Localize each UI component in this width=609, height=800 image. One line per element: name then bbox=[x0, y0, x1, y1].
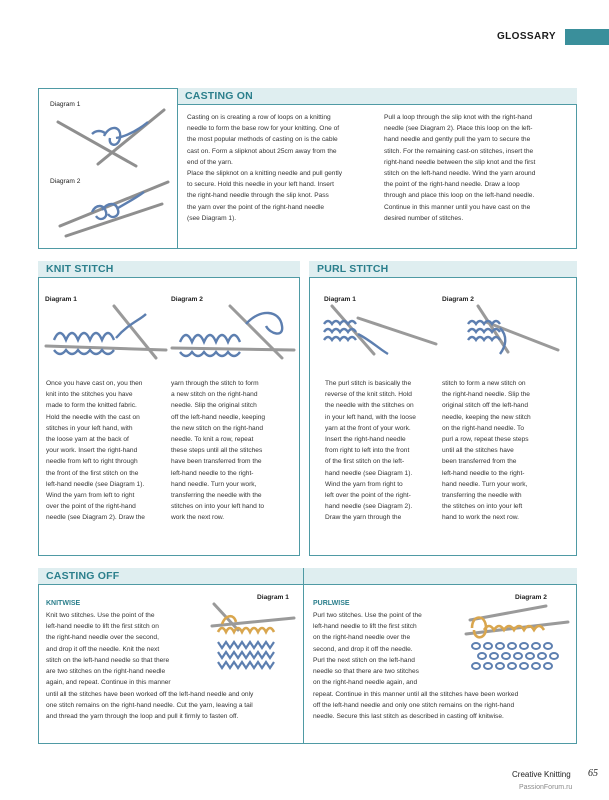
text-line: and drop it off the needle. Knit the next bbox=[46, 645, 160, 653]
knit-stitch-heading: KNIT STITCH bbox=[38, 261, 300, 278]
text-line: and thread the yarn through the loop and pull it firmly to fasten off. bbox=[46, 713, 239, 721]
casting-on-diagram2-illustration bbox=[52, 178, 172, 240]
text-line: the point of the right-hand needle. Draw a loop bbox=[384, 181, 520, 189]
purl-diagram1-illustration bbox=[318, 304, 438, 360]
text-line: needle. Secure this last stitch as described in casting off knitwise. bbox=[313, 713, 504, 721]
casting-off-heading: CASTING OFF bbox=[38, 568, 577, 585]
text-line: hand needle. Turn your work, bbox=[442, 480, 528, 488]
text-line: needle from left to right through bbox=[46, 458, 138, 466]
casting-on-diagram1-label: Diagram 1 bbox=[50, 101, 81, 108]
knit-diagram2-illustration bbox=[170, 304, 296, 362]
text-line: the most popular methods of casting on is the cable bbox=[187, 136, 338, 144]
text-line: off the left-hand needle, keeping bbox=[171, 413, 266, 421]
text-line: original stitch off the left-hand bbox=[442, 402, 529, 410]
text-line: the front of the first stitch on the bbox=[46, 469, 139, 477]
text-line: your work. Insert the right-hand bbox=[46, 447, 138, 455]
text-line: needle (see Diagram 2). Place this loop on the left- bbox=[384, 125, 533, 133]
purl-stitch-text-right bbox=[442, 378, 572, 524]
knit-diagram1-label: Diagram 1 bbox=[45, 296, 77, 303]
text-line: been transferred from the bbox=[442, 458, 517, 466]
text-line: over the point of the right-hand bbox=[46, 503, 136, 511]
text-line: stitch on the left-hand needle. Wind the yarn around bbox=[384, 170, 536, 178]
text-line: stitch. For the remaining cast-on stitches, insert the bbox=[384, 147, 534, 155]
casting-on-diagram2-label: Diagram 2 bbox=[50, 178, 81, 185]
text-line: to secure. Hold this needle in your left hand. Insert bbox=[187, 181, 334, 189]
text-line: needle. Slip the original stitch bbox=[171, 402, 257, 410]
page-number: 65 bbox=[588, 768, 598, 779]
text-line: Purl two stitches. Use the point of the bbox=[313, 612, 422, 619]
text-line: needle. To knit a row, repeat bbox=[171, 436, 254, 444]
text-line: (see Diagram 1). bbox=[187, 214, 237, 222]
text-line: left-hand needle to lift the first stitch on bbox=[46, 623, 159, 631]
text-line: the stitches on into your left bbox=[442, 503, 523, 511]
text-line: the loose yarn at the back of bbox=[46, 436, 129, 444]
casting-on-text-right bbox=[384, 112, 574, 224]
text-line: the new stitch on the right-hand bbox=[171, 424, 264, 432]
text-line: right-hand needle between the slip knot and the first bbox=[384, 158, 536, 166]
text-line: left-hand needle to the right- bbox=[171, 469, 254, 477]
casting-on-heading: CASTING ON bbox=[177, 88, 577, 105]
knitwise-diagram-label: Diagram 1 bbox=[257, 594, 289, 601]
text-line: transferring the needle with the bbox=[171, 492, 262, 500]
knit-diagram1-illustration bbox=[44, 304, 168, 362]
watermark: PassionForum.ru bbox=[519, 784, 573, 791]
magazine-title: Creative Knitting bbox=[512, 770, 571, 779]
text-line: end of the yarn. bbox=[187, 158, 233, 166]
knitwise-diagram-illustration bbox=[208, 600, 298, 674]
text-line: hand needle. Turn your work, bbox=[171, 480, 257, 488]
text-line: stitches on into your left hand to bbox=[171, 503, 265, 511]
purl-stitch-text-left bbox=[325, 378, 445, 524]
text-line: purl a row, repeat these steps bbox=[442, 436, 529, 444]
casting-on-diagram1-illustration bbox=[52, 108, 172, 170]
knitwise-text-narrow bbox=[46, 610, 212, 688]
text-line: through and place this loop on the left-hand needle. bbox=[384, 192, 535, 200]
text-line: left-hand needle (see Diagram 1). bbox=[46, 480, 145, 488]
text-line: left-hand needle to the right- bbox=[442, 469, 525, 477]
text-line: a new stitch on the right-hand bbox=[171, 391, 258, 399]
purl-stitch-heading: PURL STITCH bbox=[309, 261, 577, 278]
text-line: Place the slipknot on a knitting needle and pull gently bbox=[187, 170, 343, 178]
text-line: Purl the next stitch on the left-hand bbox=[313, 656, 415, 664]
text-line: Hold the needle with the cast on bbox=[46, 413, 140, 421]
text-line: left-hand needle to lift the first stitch bbox=[313, 623, 417, 631]
text-line: transferring the needle with bbox=[442, 492, 522, 500]
text-line: Wind the yarn from right to bbox=[325, 480, 403, 488]
text-line: until all the stitches have bbox=[442, 447, 514, 455]
text-line: The purl stitch is basically the bbox=[325, 380, 412, 387]
text-line: Wind the yarn from left to right bbox=[46, 492, 135, 500]
text-line: left over the point of the right- bbox=[325, 492, 411, 500]
text-line: repeat. Continue in this manner until all the stitches have been worked bbox=[313, 691, 519, 698]
text-line: needle, keeping the new stitch bbox=[442, 413, 531, 421]
text-line: Casting on is creating a row of loops on a knitting bbox=[187, 114, 331, 121]
text-line: the right-hand needle over the second, bbox=[46, 634, 159, 642]
text-line: hand needle (see Diagram 2). bbox=[325, 503, 413, 511]
text-line: on the right-hand needle again, and bbox=[313, 679, 418, 687]
casting-on-divider bbox=[177, 88, 178, 249]
text-line: stitch on the left-hand needle so that there bbox=[46, 656, 170, 664]
text-line: needle so that there are two stitches bbox=[313, 668, 419, 676]
purlwise-text-wide bbox=[313, 689, 573, 723]
text-line: of the first stitch on the left- bbox=[325, 458, 405, 466]
text-line: from right to left into the front bbox=[325, 447, 410, 455]
text-line: again, and repeat. Continue in this manner bbox=[46, 679, 171, 687]
text-line: needle to form the base row for your knitting. One of bbox=[187, 125, 340, 133]
text-line: have been transferred from the bbox=[171, 458, 262, 466]
purl-diagram2-label: Diagram 2 bbox=[442, 296, 474, 303]
text-line: are two stitches on the right-hand needle bbox=[46, 668, 166, 676]
purlwise-diagram-illustration bbox=[460, 600, 572, 674]
knitwise-text-wide bbox=[46, 689, 298, 723]
text-line: the right-hand needle. Slip the bbox=[442, 391, 530, 399]
text-line: in your left hand, with the loose bbox=[325, 413, 416, 421]
text-line: desired number of stitches. bbox=[384, 214, 464, 222]
text-line: second, and drop it off the needle. bbox=[313, 645, 413, 653]
purl-diagram2-illustration bbox=[456, 304, 566, 360]
text-line: yarn through the stitch to form bbox=[171, 380, 259, 387]
text-line: one stitch remains on the right-hand needle. Cut the yarn, leaving a tail bbox=[46, 702, 253, 710]
text-line: on the right-hand needle over the bbox=[313, 634, 411, 642]
knit-diagram2-label: Diagram 2 bbox=[171, 296, 203, 303]
knitwise-heading: KNITWISE bbox=[46, 600, 81, 607]
text-line: reverse of the knit stitch. Hold bbox=[325, 391, 412, 399]
text-line: hand to work the next row. bbox=[442, 514, 519, 522]
text-line: Once you have cast on, you then bbox=[46, 380, 143, 387]
text-line: made to form the knitted fabric. bbox=[46, 402, 137, 410]
casting-off-divider bbox=[303, 568, 304, 744]
text-line: the needle with the stitches on bbox=[325, 402, 414, 410]
text-line: on the right-hand needle. To bbox=[442, 424, 524, 432]
text-line: hand needle and gently pull the yarn to secure the bbox=[384, 136, 531, 144]
purlwise-heading: PURLWISE bbox=[313, 600, 350, 607]
text-line: stitches in your left hand, with bbox=[46, 424, 133, 432]
purlwise-text-narrow bbox=[313, 610, 463, 688]
knit-stitch-text-left bbox=[46, 378, 170, 524]
text-line: Knit two stitches. Use the point of the bbox=[46, 612, 155, 619]
text-line: these steps until all the stitches bbox=[171, 447, 263, 455]
text-line: knit into the stitches you have bbox=[46, 391, 133, 399]
purl-diagram1-label: Diagram 1 bbox=[324, 296, 356, 303]
text-line: Continue in this manner until you have cast on the bbox=[384, 203, 531, 211]
text-line: the yarn over the point of the right-hand needle bbox=[187, 203, 325, 211]
casting-on-text-left bbox=[187, 112, 377, 224]
text-line: needle (see Diagram 2). Draw the bbox=[46, 514, 145, 522]
knit-stitch-text-right bbox=[171, 378, 295, 524]
text-line: Pull a loop through the slip knot with the right-hand bbox=[384, 114, 533, 121]
text-line: the right-hand needle through the slip knot. Pass bbox=[187, 192, 329, 200]
text-line: until all the stitches have been worked off the left-hand needle and only bbox=[46, 691, 254, 698]
text-line: work the next row. bbox=[171, 514, 225, 522]
text-line: Draw the yarn through the bbox=[325, 514, 402, 522]
text-line: stitch to form a new stitch on bbox=[442, 380, 526, 387]
text-line: hand needle (see Diagram 1). bbox=[325, 469, 413, 477]
text-line: cast on. Form a slipknot about 25cm away from the bbox=[187, 147, 337, 155]
text-line: Insert the right-hand needle bbox=[325, 436, 406, 444]
glossary-label: GLOSSARY bbox=[497, 31, 556, 42]
glossary-accent-bar bbox=[565, 29, 609, 45]
text-line: yarn at the front of your work. bbox=[325, 424, 411, 432]
purlwise-diagram-label: Diagram 2 bbox=[515, 594, 547, 601]
text-line: off the left-hand needle and only one stitch remains on the right-hand bbox=[313, 702, 515, 710]
